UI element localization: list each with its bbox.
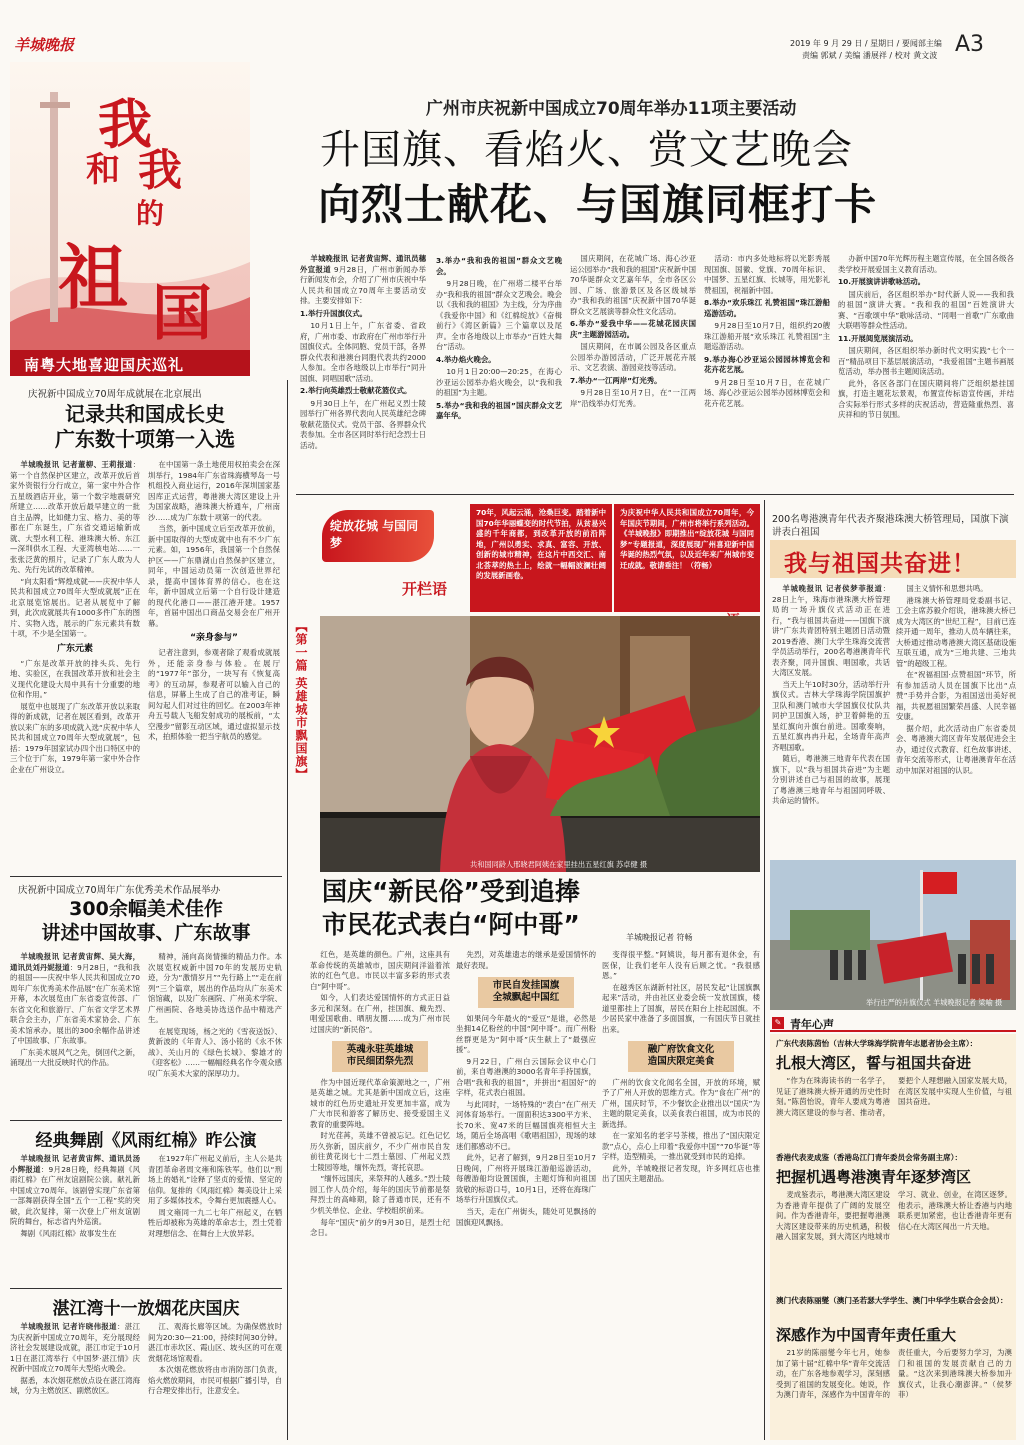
lead-item-2: 2.举行向英雄烈士敬献花篮仪式。 — [300, 386, 412, 396]
lead-item-6: 6.举办“爱我中华——花城花园庆国庆”主题游园活动。 — [570, 319, 696, 339]
lead-item-5: 5.举办“我和我的祖国”国庆群众文艺嘉年华。 — [436, 400, 562, 421]
theme-char-1: 我 — [98, 92, 152, 156]
section-label: 南粤大地喜迎国庆巡礼 — [24, 356, 185, 374]
lead-item-8: 8.举办“欢乐珠江 礼赞祖国”珠江游船巡游活动。 — [704, 298, 830, 318]
story1-byline: 羊城晚报讯 记者董柳、王莉报道 — [20, 460, 133, 469]
right-story-headline: 我与祖国共奋进！ — [784, 551, 976, 577]
lead-item-7: 7.举办“一江两岸”灯光秀。 — [570, 375, 662, 385]
story1-headline: 记录共和国成长史 广东数十项第一入选 — [55, 402, 235, 451]
photo-caption: 共和国同龄人邢晓君阿姨在家里挂出五星红旗 苏卓健 摄 — [470, 860, 648, 869]
subhead-box-3 — [628, 1041, 734, 1072]
youth-item3-body: 21岁的陈丽燮今年七月，她参加了第十届“红棉中华”青年交流活动，在广东各地参观学习，深刻感受到了祖国的发展变化。她说，作为澳门青年，深感作为中国青年的责任重大，今后要努力学习，为澳门和祖国的发展贡献自己的力量。“这次来到港珠澳大桥参加升旗仪式，让我心潮澎湃。”（侯梦菲） — [776, 1348, 1012, 1400]
youth-label: 青年心声 — [790, 1018, 834, 1031]
lead-col-2: 3.举办“我和我的祖国”群众文艺晚会。 9月28日晚，在广州塔二楼平台举办“我和我的祖国”群众文艺晚会。晚会以《我和我的祖国》为主线，分为序曲《我爱你中国》和《红棉绽放》《奋楫前行》《湾区新篇》三个篇章以及尾声。全市各地级以上市举办“百姓大舞台”活动。 4.举办焰火晚会。 10月1日20:00—20:25，在海心沙亚运公园举办焰火晚会，以“我和我的祖国”为主题。 5.举办“我和我的祖国”国庆群众文艺嘉年华。 — [436, 256, 562, 421]
theme-char-3: 我 — [138, 145, 182, 196]
feature-col-1: 红色，是英雄的颜色。广州，这座具有革命传统的英雄城市，国庆期间洋溢着浓浓的红色气息。市民以丰富多彩的形式表白“阿中哥”。 如今，人们表达爱国情怀的方式正日益多元和深刻。在广州，挂国旗、戴先烈、唱爱国歌曲、晒朋友圈……成为广州市民过国庆的“新民俗”。 英魂永驻英雄城 市民细团祭先烈 作为中国近现代革命策源地之一，广州是英雄之城。尤其是新中国成立后，这座城市的红色历史遗址开发更加丰富，成为广大市民和游客了解历史、接受爱国主义教育的重要阵地。 时光荏苒，英雄不曾被忘记。红色记忆历久弥新，国庆前夕，不少广州市民自发前往黄花岗七十二烈士墓园、广州起义烈士陵园等地，缅怀先烈，寄托哀思。 “缅怀远国庆，来祭拜的人越多。”烈士陵园工作人员介绍，每年的国庆节前都是祭拜烈士的高峰期，除了普通市民，还有不少机关单位、企业、学校组织前来。 每年“国庆”前夕的9月30日，是烈士纪念日。 — [310, 950, 450, 1238]
youth-item1-body: “作为在珠海读书的一名学子，见证了港珠澳大桥开通的历史性时刻。”陈茵怡说，青年人要成为粤港澳大湾区建设的参与者、推动者，要把个人理想融入国家发展大局，在湾区发展中实现人生价值，与祖国共奋进。 — [776, 1076, 1012, 1117]
lead-item-4: 4.举办焰火晚会。 — [436, 354, 496, 364]
youth-item2-speaker: 香港代表麦成鉴（香港岛江门青年委员会常务副主席）： — [776, 1153, 963, 1162]
left-story-1 — [10, 382, 280, 872]
lead-item-10: 10.开展演讲讲歌咏活动。 — [838, 277, 925, 287]
intro-text-2: 为庆祝中华人民共和国成立70周年，今年国庆节期间，广州市将举行系列活动。《羊城晚报》即期推出“绽放花城 与国同梦”专题报道，深度展现广州喜迎新中国华诞的热烈气氛，以及近年来广州城市变迁成就。敬请垂注！（符畅） — [620, 508, 754, 570]
theme-banner — [10, 62, 250, 362]
theme-char-2: 和 — [86, 150, 120, 190]
story2-byline: 羊城晚报讯 记者黄宙辉、吴大海，通讯员刘丹妮报道 — [10, 952, 140, 972]
photo-flag-raising — [770, 860, 1016, 1010]
story4-body-col1: 羊城晚报讯 记者许晓伟报道：湛江为庆祝新中国成立70周年，充分展现经济社会发展建设成就，湛江市定于10月1日在湛江湾举行《中国梦·湛江情》庆祝新中国成立70周年大型焰火晚会。 据悉，本次烟花燃放点设在湛江湾海域，分为主燃放区、副燃放区。 — [10, 1322, 140, 1396]
right-story-headline-box — [770, 540, 1016, 578]
lead-col-5: 办新中国70年光辉历程主题宣传展，在全国各级各类学校开展爱国主义教育活动。 10.开展演讲讲歌咏活动。 国庆前后，各区组织举办“时代新人说——我和我的祖国”演讲大赛。“我和我的祖国”百姓演讲大赛、“百歌颂中华”歌咏活动、“同唱一首歌”广东歌曲大联唱等群众性活动。 11.开展阅览展演活动。 国庆期间，各区组织举办新时代文明实践“七个一百”精品项目下基层展演活动，“我爱祖国”主题书画展览活动，举办图书主题阅读活动。 此外，各区各部门在国庆期间将广泛组织悬挂国旗，打造主题花坛景观，布置宣传标语宣传画，并结合实际举行形式多样的庆祝活动，营造隆重热烈、喜庆祥和的节日氛围。 — [838, 254, 1014, 420]
story3-body-col1: 羊城晚报讯 记者黄宙辉、通讯员汤小辉报道：9月28日晚，经典舞剧《风雨红棉》在广州友谊剧院公演。献礼新中国成立70周年。该剧曾实现广东省第一部舞剧获得全国“五个一工程”奖的突破，此次复排，第一次登上广州友谊剧院的舞台，标志省内外巡演。 舞剧《风雨红棉》故事发生在 — [10, 1154, 140, 1238]
lead-col-4: 活动：市内多处地标将以光影秀展现国旗、国徽、党旗、70周年标识、中国梦、五星红旗、长城等，用光影礼赞祖国，祝福新中国。 8.举办“欢乐珠江 礼赞祖国”珠江游船巡游活动。 9月28日至10月7日，组织约20艘珠江游船开展“欢乐珠江 礼赞祖国”主题巡游活动。 9.举办海心沙亚运公园园林博览会和花卉花艺展。 9月28日至10月7日，在花城广场、海心沙亚运公园举办园林博览会和花卉花艺展。 — [704, 254, 830, 408]
subhead-box-1 — [478, 977, 574, 1008]
lead-item-9: 9.举办海心沙亚运公园园林博览会和花卉花艺展。 — [704, 354, 830, 375]
youth-item2-headline: 把握机遇粤港澳青年逐梦湾区 — [776, 1168, 972, 1186]
right-story-col-1: 羊城晚报讯 记者侯梦菲报道：28日上午，珠海市港珠澳大桥管理局的一场升旗仪式活动正在进行，“我与祖国共奋进——国旗下演讲”广东共青团特别主题团日活动暨2019香港、澳门大学生珠海交流营学员活动举行，200名粤港澳青年代表齐聚，同升国旗、唱国歌，共话大湾区发展。 当天上午10时30分，活动举行升旗仪式。吉林大学珠海学院国旗护卫队和澳门城市大学国旗仪仗队共同护卫国旗入场，护卫着鲜艳的五星红旗向升旗台前进。国歌奏响，五星红旗冉冉升起，全场青年高声齐唱国歌。 随后，粤港澳三地青年代表在国旗下，以“我与祖国共奋进”为主题分别讲述自己与祖国的故事，展现了粤港澳三地青年与祖国同呼吸、共命运的情怀。 — [772, 584, 890, 806]
story1-subhead-1: 广东元素 — [56, 643, 93, 654]
photo-woman-with-flags — [320, 616, 760, 872]
column-note-block: 开栏语 — [402, 580, 448, 598]
date-line: 2019 年 9 月 29 日 / 星期日 / 要闻部主编 — [790, 39, 942, 48]
box1-text: 市民自发挂国旗 全城飘起中国红 — [492, 980, 560, 1004]
story4-body-col2: 江、观海长廊等区域。为确保燃放时间为20:30—21:00，持续时间30分钟。湛江市赤坎区、霞山区、坡头区的可在观赏烟花场馆观看。 本次烟花燃放将由市消防部门负责，焰火燃放期间，市民可根据广播引导，自行合理安排出行，注意安全。 — [148, 1322, 282, 1396]
lead-col-1: 羊城晚报讯 记者黄宙辉、通讯员穗外宣报道 9月28日，广州市新闻办举行新闻发布会，介绍了广州市庆祝中华人民共和国成立70周年主要活动安排。主要安排如下： 1.举行升国旗仪式。 10月1日上午，广东省委、省政府，广州市委、市政府在广州市举行升国旗仪式。全体同胞、党员干部，各界群众代表和港澳台同胞代表共约2000人参加。全市各地级以上市举行“同升国旗、同唱国歌”活动。 2.举行向英雄烈士敬献花篮仪式。 9月30日上午，在广州起义烈士陵园举行广州各界代表向人民英雄纪念碑敬献花篮仪式。党员干部、各界群众代表参加。全市各区同时举行纪念烈士日活动。 — [300, 254, 426, 450]
theme-char-6: 国 — [152, 279, 212, 349]
newspaper-logo: 羊城晚报 — [14, 36, 75, 54]
lead-item-1: 1.举行升国旗仪式。 — [300, 308, 368, 318]
right-story-kicker: 200名粤港澳青年代表齐聚港珠澳大桥管理局，国旗下演讲表白祖国 — [772, 514, 1009, 538]
lead-byline: 羊城晚报讯 记者黄宙辉、通讯员穗外宣报道 — [300, 254, 426, 274]
youth-item3-speaker: 澳门代表陈丽燮（澳门圣若瑟大学学生、澳门中华学生联合会会员）： — [776, 1296, 1008, 1305]
story3-body-col2: 在1927年广州起义前后，主人公是共青团革命者周文雍和陈铁军。他们以“刑场上的婚礼”诠释了坚贞的爱情、坚定的信仰。复排的《风雨红棉》舞美设计上采用了多媒体技术，令舞台更加震撼人心。 周文雍同一九二七年广州起义，在牺牲后却被称为英雄的革命志士，烈士凭着对理想信念、在舞台上大放异彩。 — [148, 1154, 282, 1238]
story2-body-col2: 精神，涌向高岗情操的精品力作。本次展览权威新中国70年的发展历史轨迹，分为“激情岁月”“先行路上”“走在前列”三个篇章，展出的作品均从广东美术馆馆藏，以及广东画院、广州美术学院、广州画院、各地美协选送作品中精选产生。 在展览现场，杨之光的《雪夜送饭》、黄新波的《年青人》、汤小铭的《永不休战》、关山月的《绿色长城》、黎雄才的《迎客松》……一幅幅经典名作令观众感叹广东美术大家的深厚功力。 — [148, 952, 282, 1078]
column-divider — [764, 500, 765, 1440]
right-photo-caption: 举行庄严的升旗仪式 羊城晚报记者 梁喻 摄 — [866, 998, 1003, 1007]
box3-text: 融广府饮食文化 造国庆限定美食 — [647, 1044, 715, 1068]
youth-item1-headline: 扎根大湾区，誓与祖国共奋进 — [776, 1054, 972, 1072]
story1-kicker: 庆祝新中国成立70周年成就展在北京展出 — [28, 389, 202, 400]
intro-box-1 — [470, 504, 612, 612]
theme-char-5: 祖 — [58, 236, 128, 319]
story4-byline: 羊城晚报讯 记者许晓伟报道 — [20, 1322, 117, 1331]
feature-col-3: 变得很平整。”阿姨说，每月都有退休金，有医保，让我们老年人没有后顾之忧。“我很感恩。” 在越秀区东湖新村社区，居民发起“让国旗飘起来”活动，并由社区业委会统一发放国旗，楼道里都挂上了国旗，居民在阳台上挂起国旗。不少居民家中准备了多面国旗，一有国庆节日就挂出来。 融广府饮食文化 造国庆限定美食 广州的饮食文化闻名全国，开放的环境，赋予了广州人开放的思维方式。作为“食在广州”的广州，国庆时节，不少餐饮企业推出以“国庆”为主题的限定美食，以美食表白祖国，成为市民的新选择。 在一家知名的老字号茶楼，推出了“国庆限定款”点心，点心上印着“我爱你中国”“70华诞”等字样，造型精美，一推出就受到市民的追捧。 此外，羊城晚报记者发现，许多网红店也推出了国庆主题甜品。 — [602, 950, 760, 1184]
intro-text-1: 70年，风起云涌，沧桑巨变。踏着新中国70年华丽蝶变的时代节拍，从贫易兴盛的千年商都，到改革开放的前沿阵地，广州以勇实、求真、富容、开放、创新的城市精神，在这片中西交汇、南北荟萃的热土上，绘就一幅幅波澜壮阔的发展新画卷。 — [476, 508, 606, 581]
youth-card — [770, 1034, 1016, 1440]
section-label-bar — [10, 350, 250, 376]
left-story-4 — [10, 1292, 282, 1440]
story3-byline: 羊城晚报讯 记者黄宙辉、通讯员汤小辉报道 — [10, 1154, 140, 1174]
story4-headline: 湛江湾十一放烟花庆国庆 — [52, 1299, 240, 1319]
story1-body-col2: 在中国第一条土地使用权拍卖会在深圳举行，1984年广东省珠海横琴岛一号机组投入商业运行，2016年深圳国家基因库正式运营，粤港澳大湾区建设上升为国家战略，港珠澳大桥通车，广州南沙……成为广东数十项第一的代表。 当然，新中国成立后至改革开放前，新中国取得的大型成就中也有不少广东元素。如，1956年，我国第一个自然保护区——广东鼎湖山自然保护区建立，同年，中国运动员第一次创造世界纪录，提高中国体育界的信心。也在这年，新中国成立后第一个自行设计建造的现代化港口——湛江港开建。1957年，首届中国出口商品交易会在广州开幕。 “亲身参与” 记者注意到，参观者除了观看成就展外，还能亲身参与体验。在展厅的“1977年”部分，一块写有《恢复高考》的互动屏，参观者可以输入自己的信息，屏幕上生成了自己的准考证，瞬间勾起人们对过往的回忆。在2003年神舟五号载人飞船发射成功的展板前，“太空漫步”留影互动区域，通过虚拟显示技术，拍照体验一把当宇航员的感觉。 — [148, 460, 280, 742]
column-divider — [287, 380, 288, 1440]
story2-body-col1: 羊城晚报讯 记者黄宙辉、吴大海，通讯员刘丹妮报道：9月28日，“我和我的祖国——庆祝中华人民共和国成立70周年广东优秀美术作品展”在广东美术馆开幕，本次展览由广东省委宣传部、广东省文化和旅游厅、广东省文学艺术界联合会主办，广东省美术家协会、广东美术馆承办。展出的300余幅作品讲述了中国故事、广东故事。 广东美术展风气之先，倒回代之新，涌现出一大批反映时代的作品。 — [10, 952, 140, 1068]
youth-item3-headline: 深感作为中国青年责任重大 — [776, 1326, 957, 1344]
lead-kicker: 广州市庆祝新中国成立70周年举办11项主要活动 — [426, 99, 797, 119]
youth-label-bar — [770, 1016, 1016, 1032]
story1-body-col1: 羊城晚报讯 记者董柳、王莉报道：第一个自然保护区建立，改革开放后首家外资银行分行成立，第一家中外合作五星级酒店开业，第一个数字地震研究所建立……改革开放后最早建立的一批自主品牌，比如健力宝、格力、美的等都在广东诞生，广东省交通运输新成就、大型水利工程、港珠澳大桥、东江—深圳供水工程、大亚湾核电站……一张张泛黄的照片，记录了广东人敢为人先、先行先试的改革精神。 “向太阳看”辉煌成就——庆祝中华人民共和国成立70周年大型成就展”正在北京展览馆展出。记者从展览中了解到，此次成就展共有1000多件广东的图片、实物入选，展示的广东元素共有数十项，不少是全国第一。 广东元素 “广东是改革开放的排头兵、先行地、实验区，在我国改革开放和社会主义现代化建设大局中具有十分重要的地位和作用。” 展览中也展现了广东改革开放以来取得的新成就，记者在展区看到，改革开放以来广东的多项成就入选“庆祝中华人民共和国成立70周年大型成就展”，包括：1979年国家试办四个出口特区中的三个位于广东，1979年第一家中外合作企业在广州设立。 — [10, 460, 140, 774]
divider — [10, 1120, 282, 1121]
left-story-3 — [10, 1124, 282, 1284]
lead-col-3: 国庆期间，在花城广场、海心沙亚运公园举办“我和我的祖国”庆祝新中国70华诞群众文艺嘉年华，全市各区公园、广场、旅游景区及各区级城举办“我和我的祖国”庆祝新中国70华诞群众文艺展演等群众性文化活动。 6.举办“爱我中华——花城花园庆国庆”主题游园活动。 国庆期间，在市属公园及各区重点公园举办游园活动，广泛开展花卉展示、文艺表演、游园竞技等活动。 7.举办“一江两岸”灯光秀。 9月28日至10月7日，在“一江两岸”沿线举办灯光秀。 — [570, 254, 696, 408]
right-story-col-2: 国主义情怀和思想共鸣。 港珠澳大桥管理局党委副书记、工会主席苏毅介绍说，港珠澳大桥已成为大湾区的“世纪工程”，目前已连续开通一周年，推动人员车辆往来，大桥通过推动粤港澳大湾区基础设施互联互通，成为“三地共建、三地共管”的超级工程。 在“祝福祖国·点赞祖国”环节，所有参加活动人员在国旗下比出“点赞”手势并合影，为祖国送出美好祝福，共祝愿祖国繁荣昌盛、人民幸福安康。 据介绍，此次活动由广东省委员会、粤港澳大湾区青年发展促进会主办，通过仪式教育、红色故事讲述、青年交流等形式，让粤港澳青年在活动中加深对祖国的认识。 — [896, 584, 1016, 775]
right-photo — [770, 860, 1016, 1010]
masthead — [0, 0, 1024, 62]
theme-char-4: 的 — [136, 197, 165, 230]
feature-col-2: 先烈，对英雄遗志的继承是爱国情怀的最好表现。 市民自发挂国旗 全城飘起中国红 如果问今年最火的“爱豆”是谁，必然是坐拥14亿粉丝的中国“阿中哥”。而广州粉丝群更是为“阿中哥”庆生献上了“最强应援”。 9月22日，广州白云国际会议中心门前，来自粤港澳的3000名青年手持国旗，合唱“我和我的祖国”，并拼出“祖国好”的字样，花式表白祖国。 与此同时，一场特殊的“表白”在广州天河体育场举行。一面面积达3300平方米、长70米、宽47米的巨幅国旗亮相恒大主场，随后全场高唱《歌唱祖国》，现场的球迷们都感动不已。 此外，记者了解到，9月28日至10月7日晚间，广州将开展珠江游船巡游活动，每艘游船均设置国旗，主题灯饰和向祖国致敬的标语口号，10月1日，还将在海珠广场举行升国旗仪式。 当天，走在广州街头，随处可见飘扬的国旗迎风飘扬。 — [456, 950, 596, 1227]
right-story-byline: 羊城晚报讯 记者侯梦菲报道 — [782, 584, 883, 593]
feature-column-logo — [322, 510, 462, 572]
divider — [10, 1288, 282, 1289]
story3-headline: 经典舞剧《风雨红棉》昨公演 — [35, 1131, 257, 1151]
youth-item1-speaker: 广东代表陈茵怡（吉林大学珠海学院青年志愿者协会主席）： — [776, 1039, 978, 1048]
story1-subhead-2: “亲身参与” — [190, 633, 238, 644]
editor-line: 责编 郭斌 / 美编 潘展祥 / 校对 黄文波 — [802, 51, 938, 60]
series-tag: 【第一篇 英雄城市飘国旗】 — [294, 620, 308, 782]
left-story-2 — [10, 880, 282, 1116]
page-number: A3 — [955, 32, 985, 57]
youth-item2-body: 麦成鉴表示，粤港澳大湾区建设为香港青年提供了广阔的发展空间。作为香港青年，要把握粤港澳大湾区建设带来的历史机遇，积极融入国家发展，到大湾区内地城市学习、就业、创业，在湾区逐梦。他表示，港珠澳大桥让香港与内地联系更加紧密，也让香港青年更有信心在大湾区闯出一片天地。 — [776, 1190, 1012, 1242]
lead-item-3: 3.举办“我和我的祖国”群众文艺晚会。 — [436, 256, 562, 276]
lead-headline-1: 升国旗、看焰火、赏文艺晚会 — [320, 127, 853, 173]
feature-photo — [320, 616, 760, 872]
lead-intro: 9月28日，广州市新闻办举行新闻发布会，介绍了广州市庆祝中华人民共和国成立70周年主要活动安排。主要安排如下： — [300, 264, 426, 306]
divider — [296, 494, 1014, 495]
box2-text: 英魂永驻英雄城 市民细团祭先烈 — [346, 1044, 414, 1068]
divider — [10, 876, 282, 877]
intro-box-2 — [614, 504, 760, 612]
story2-headline: 300余幅美术佳作 讲述中国故事、广东故事 — [41, 898, 251, 944]
youth-icon: ✎ — [772, 1017, 784, 1029]
story2-kicker: 庆祝新中国成立70周年广东优秀美术作品展举办 — [18, 885, 221, 896]
subhead-box-2 — [332, 1041, 428, 1072]
column-title: 绽放花城 与国同梦 — [330, 519, 419, 550]
feature-byline: 羊城晚报记者 符畅 — [626, 933, 693, 942]
feature-headline: 国庆“新民俗”受到追捧 市民花式表白“阿中哥” — [322, 877, 580, 939]
lead-headline-2: 向烈士献花、与国旗同框打卡 — [318, 180, 878, 229]
lead-item-11: 11.开展阅览展演活动。 — [838, 333, 918, 343]
